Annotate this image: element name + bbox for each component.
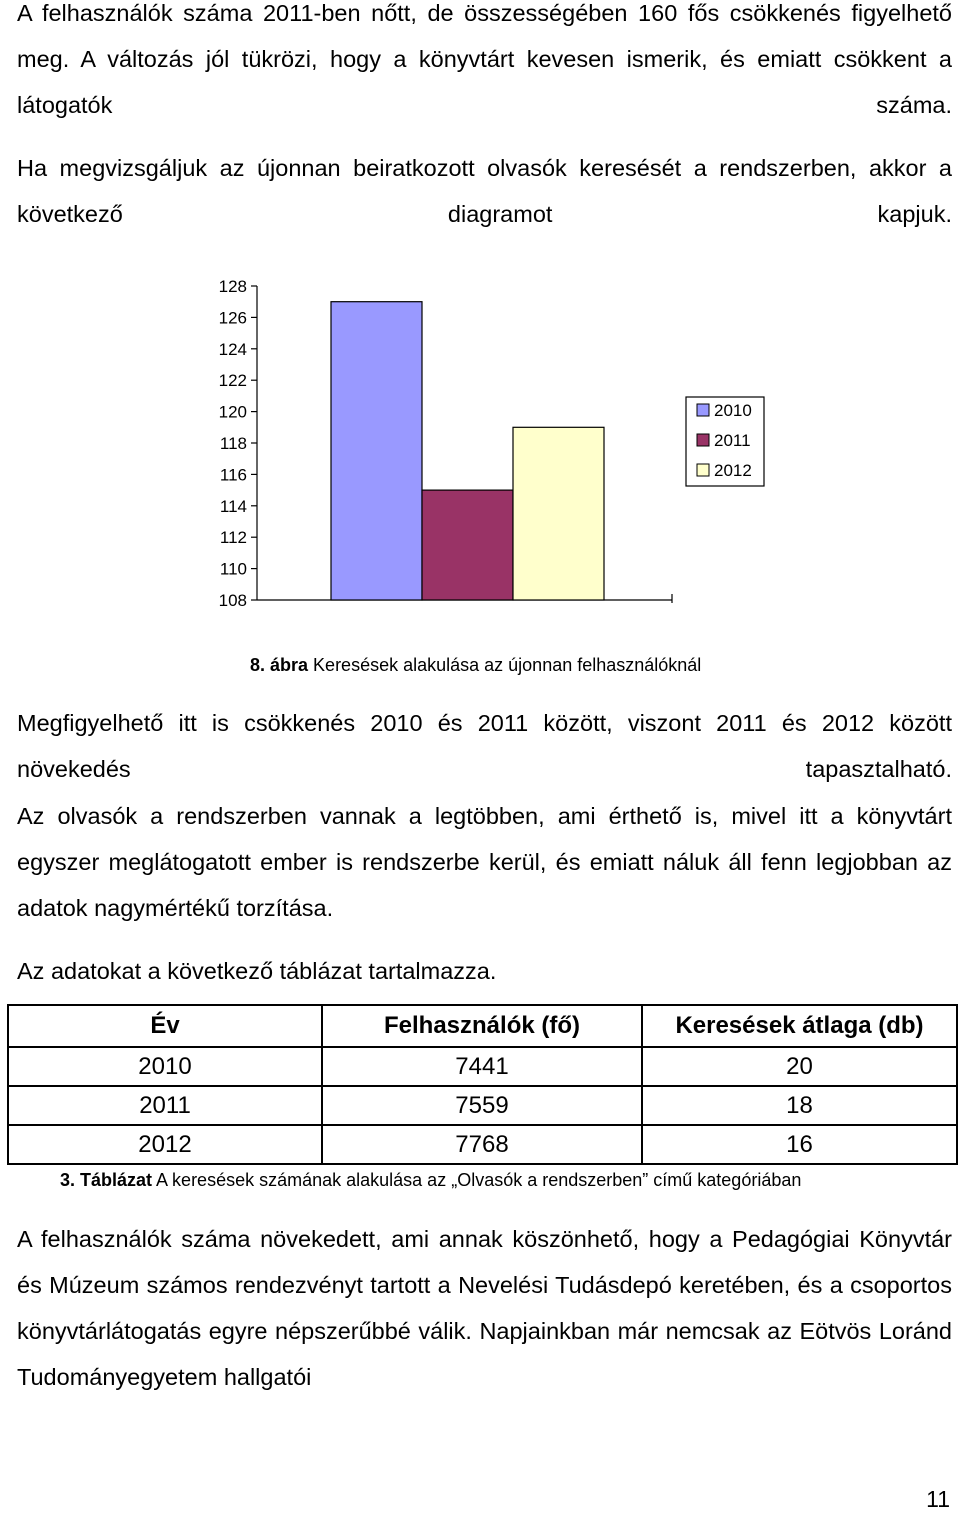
y-axis-ticks	[219, 277, 257, 610]
y-tick-label: 124	[218, 339, 247, 359]
table-cell: 16	[642, 1125, 957, 1164]
header-year: Év	[8, 1005, 322, 1047]
legend-swatch-2011	[697, 434, 709, 446]
paragraph-readers: Az olvasók a rendszerben vannak a legtöbben, ami érthető is, mivel itt a könyvtárt egyszer meglátogatott ember is rendszerbe kerül, és emiatt náluk áll fenn legjobban az adatok nagymértékű torzítása.	[17, 803, 952, 921]
paragraph-diagram-intro: Ha megvizsgáljuk az újonnan beiratkozott olvasók keresését a rendszerben, akkor a következő diagramot kapjuk.	[17, 155, 952, 227]
y-tick-label: 120	[218, 402, 247, 422]
y-tick-label: 110	[219, 559, 247, 579]
page-number: 11	[926, 1486, 950, 1512]
y-tick-label: 112	[219, 528, 247, 548]
figure-caption	[250, 655, 701, 676]
table-cell: 7559	[322, 1086, 642, 1125]
figure-caption-label: 8. ábra	[250, 655, 309, 675]
y-tick-label: 126	[218, 308, 247, 328]
legend-label-2011: 2011	[714, 431, 751, 450]
table-cell: 2012	[8, 1125, 322, 1164]
header-users: Felhasználók (fő)	[322, 1005, 642, 1047]
legend-swatch-2012	[697, 464, 709, 476]
y-tick-label: 114	[219, 496, 247, 516]
table-cell: 7441	[322, 1047, 642, 1086]
legend-swatch-2010	[697, 404, 709, 416]
bar-2012	[513, 427, 604, 600]
table-caption-text: A keresések számának alakulása az „Olvasók a rendszerben” című kategóriában	[152, 1170, 802, 1190]
paragraph-intro: A felhasználók száma 2011-ben nőtt, de összességében 160 fős csökkenés figyelhető meg. A változás jól tükrözi, hogy a könyvtárt kevesen ismerik, és emiatt csökkent a látogatók száma.	[17, 0, 952, 118]
y-tick-label: 108	[218, 591, 247, 610]
bar-2011	[422, 490, 513, 600]
paragraph-table-intro: Az adatokat a következő táblázat tartalmazza.	[17, 958, 497, 984]
y-tick-label: 118	[219, 434, 247, 453]
y-tick-label: 122	[218, 371, 247, 391]
bar-2010	[331, 302, 422, 600]
legend-label-2010: 2010	[714, 401, 752, 420]
table-row	[8, 1125, 957, 1164]
paragraph-observation: Megfigyelhető itt is csökkenés 2010 és 2011 között, viszont 2011 és 2012 között növekedés tapasztalható.	[17, 710, 952, 782]
y-tick-label: 128	[218, 277, 247, 296]
legend	[697, 401, 752, 480]
bar-chart	[190, 250, 780, 635]
table-cell: 2010	[8, 1047, 322, 1086]
table-row	[8, 1086, 957, 1125]
table-cell: 18	[642, 1086, 957, 1125]
table-cell: 7768	[322, 1125, 642, 1164]
table-caption-label: 3. Táblázat	[60, 1170, 153, 1190]
header-search-avg: Keresések átlaga (db)	[642, 1005, 957, 1047]
figure-caption-text: Keresések alakulása az újonnan felhasználóknál	[308, 655, 702, 675]
table-cell: 20	[642, 1047, 957, 1086]
table-row	[8, 1047, 957, 1086]
table-caption	[60, 1170, 801, 1191]
data-table	[7, 1004, 958, 1165]
table-cell: 2011	[8, 1086, 322, 1125]
paragraph-growth: A felhasználók száma növekedett, ami annak köszönhető, hogy a Pedagógiai Könyvtár és Múzeum számos rendezvényt tartott a Nevelési Tudásdepó keretében, és a csoportos könyvtárlátogatás egyre népszerűbbé válik. Napjainkban már nemcsak az Eötvös Loránd Tudományegyetem hallgatói	[17, 1226, 952, 1390]
table-header-row	[8, 1005, 957, 1047]
bars	[331, 302, 604, 600]
y-tick-label: 116	[219, 465, 247, 485]
legend-label-2012: 2012	[714, 461, 752, 480]
